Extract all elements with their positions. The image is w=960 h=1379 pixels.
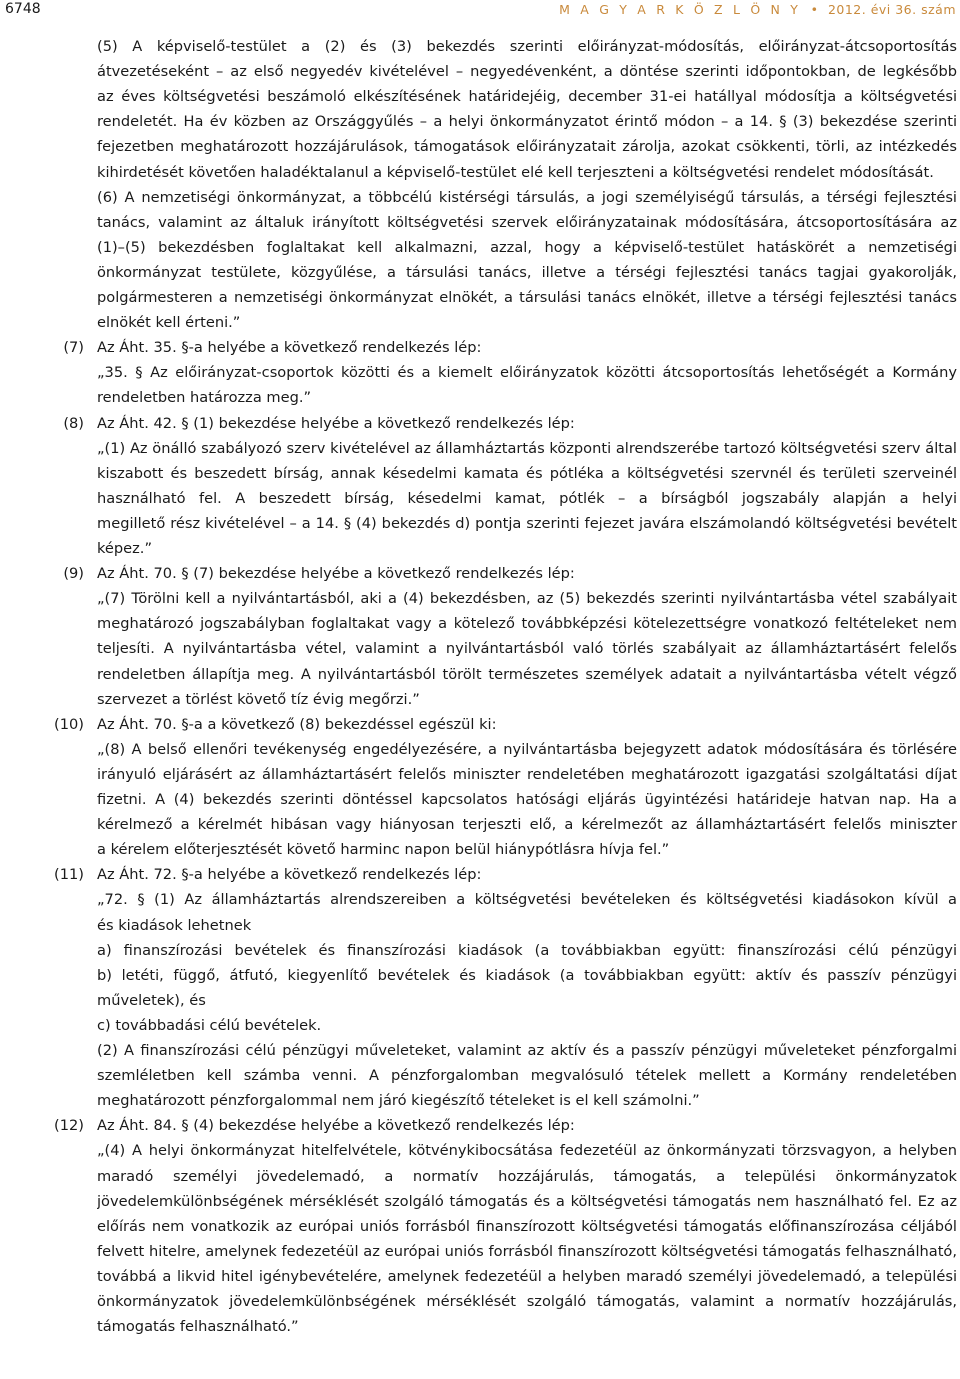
text-line: meghatározó jogszabályban foglaltakat vagy a kötelező továbbképzési kötelezettségre vonatkozó feltételeket nem bbox=[97, 615, 957, 633]
text-line: használható fel. A beszedett bírság, késedelmi kamat, pótlék – a bírságból jogszabály alapján a helyi bbox=[97, 489, 957, 507]
text-line: az éves költségvetési beszámoló elkészítésének határidejéig, december 31-ei hatállyal módosítja a költségvetési bbox=[97, 88, 957, 106]
text-line: elnökét kell érteni.” bbox=[97, 314, 241, 332]
text-line: a kérelem előterjesztését követő harminc napon belül hiánypótlásra hívja fel.” bbox=[97, 841, 670, 859]
text-line: polgármesteren a nemzetiségi önkormányzat elnökét, a társulási tanács elnökét, illetve a térségi fejlesztési tanács bbox=[97, 289, 957, 306]
item-number: (8) bbox=[63, 414, 84, 432]
item-number: (10) bbox=[54, 715, 84, 733]
text-line: irányuló eljárásért az államháztartásért felelős miniszter rendeletében meghatározott igazgatási szolgáltatási díjat bbox=[97, 765, 957, 783]
item-number: (12) bbox=[54, 1117, 84, 1135]
page-header bbox=[0, 0, 960, 22]
text-line: átvezetéseként – az első negyedév kivételével – negyedévenként, a döntése szerinti időpontokban, de legkésőbb bbox=[97, 63, 957, 81]
text-line: kérelmező a kérelmét hibásan vagy hiányosan terjeszti elő, a kérelmezőt az államháztartásért felelős miniszter bbox=[97, 816, 957, 834]
text-line: Az Áht. 35. §-a helyébe a következő rendelkezés lép: bbox=[97, 339, 482, 357]
text-line: Az Áht. 42. § (1) bekezdése helyébe a következő rendelkezés lép: bbox=[97, 414, 575, 432]
text-line: (2) A finanszírozási célú pénzügyi műveleteket, valamint az aktív és a passzív pénzügyi műveleteket pénzforgalmi bbox=[97, 1042, 957, 1059]
text-line: kiszabott és beszedett bírság, annak késedelmi kamata és pótléka a költségvetési szervnél és területi szerveinél bbox=[97, 464, 957, 482]
journal-name: M A G Y A R K Ö Z L Ö N Y bbox=[559, 2, 802, 17]
text-line: Az Áht. 70. §-a a következő (8) bekezdéssel egészül ki: bbox=[97, 715, 497, 733]
text-line: Az Áht. 84. § (4) bekezdése helyébe a következő rendelkezés lép: bbox=[97, 1117, 575, 1135]
text-line: fejezetben meghatározott hozzájárulások, támogatások előirányzatait zárolja, azokat csökkenti, törli, az intézkedés bbox=[97, 138, 957, 156]
text-line: tanács, valamint az általuk irányított költségvetési szervek előirányzatainak módosítására, átcsoportosítására az bbox=[97, 213, 957, 231]
text-line: „(4) A helyi önkormányzat hitelfelvétele, kötvénykibocsátása fedezetéül az önkormányzati törzsvagyon, a helyben bbox=[97, 1142, 957, 1160]
text-line: kihirdetését követően haladéktalanul a képviselő-testület elé kell terjeszteni a költségvetési rendelet módosítását. bbox=[97, 163, 934, 181]
text-line: jövedelemkülönbségének mérséklését szolgáló támogatás és a költségvetési támogatás nem használható fel. Ez az bbox=[97, 1192, 957, 1210]
text-line: rendeletben állapítja meg. A nyilvántartásból törölt természetes személyek adatait a nyilvántartásba vételt végző bbox=[97, 665, 957, 683]
text-line: rendeletben határozza meg.” bbox=[97, 389, 312, 407]
item-number: (7) bbox=[63, 339, 84, 357]
text-line: előírás nem vonatkozik az európai uniós forrásból finanszírozott költségvetési támogatás előfinanszírozása céljából bbox=[97, 1217, 957, 1235]
item-number: (9) bbox=[63, 565, 84, 583]
text-line: felvett hitelre, amelynek fedezetéül az európai uniós forrásból finanszírozott költségvetési támogatás felhasználható, bbox=[97, 1242, 957, 1260]
text-line: „35. § Az előirányzat-csoportok közötti és a kiemelt előirányzatok közötti átcsoportosítás lehetőségét a Kormány bbox=[97, 364, 957, 382]
text-line: b) letéti, függő, átfutó, kiegyenlítő bevételek és kiadások (a továbbiakban együtt: aktív és passzív pénzügyi bbox=[97, 966, 957, 984]
text-line: képez.” bbox=[97, 540, 153, 557]
text-line: támogatás felhasználható.” bbox=[97, 1318, 299, 1336]
text-line: Az Áht. 72. §-a helyébe a következő rendelkezés lép: bbox=[97, 866, 482, 884]
text-line: „(1) Az önálló szabályozó szerv kivételével az államháztartás központi alrendszerébe tartozó költségvetési szerv által bbox=[97, 439, 957, 457]
text-line: (1)–(5) bekezdésben foglaltakat kell alkalmazni, azzal, hogy a képviselő-testület hatáskörét a nemzetiségi bbox=[97, 238, 957, 256]
text-line: fizetni. A (4) bekezdés szerinti döntéssel kapcsolatos hatósági eljárás ügyintézési határideje hatvan nap. Ha a bbox=[97, 791, 957, 808]
text-line: Az Áht. 70. § (7) bekezdése helyébe a következő rendelkezés lép: bbox=[97, 565, 575, 583]
text-line: megillető rész kivételével – a 14. § (4) bekezdés d) pontja szerinti fejezet javára elszámolandó költségvetési bevételt bbox=[97, 514, 957, 532]
text-line: (5) A képviselő-testület a (2) és (3) bekezdés szerinti előirányzat-módosítás, előirányzat-átcsoportosítás bbox=[97, 38, 957, 55]
issue-label: 2012. évi 36. szám bbox=[827, 2, 956, 17]
text-line: szervezet a törlést követő tíz évig megőrzi.” bbox=[97, 690, 420, 708]
text-line: meghatározott pénzforgalommal nem járó kiegészítő tételeket is el kell számolni.” bbox=[97, 1092, 700, 1110]
text-line: c) továbbadási célú bevételek. bbox=[97, 1016, 322, 1034]
text-line: rendeletét. Ha év közben az Országgyűlés – a helyi önkormányzatot érintő módon – a 14. § (3) bekezdése szerinti bbox=[97, 113, 957, 131]
journal-title bbox=[559, 2, 956, 17]
item-number: (11) bbox=[54, 866, 84, 884]
text-line: önkormányzatok jövedelemkülönbségének mérséklését szolgáló támogatás, valamint a normatív hozzájárulás, bbox=[97, 1293, 957, 1310]
text-line: maradó személyi jövedelemadó, a normatív hozzájárulás, támogatás, a települési önkormányzatok bbox=[97, 1167, 957, 1185]
separator-dot: • bbox=[810, 2, 819, 17]
page-number: 6748 bbox=[5, 1, 41, 17]
text-line: „72. § (1) Az államháztartás alrendszereiben a költségvetési bevételeken és költségvetési kiadásokon kívül a bbox=[97, 891, 957, 909]
text-line: „(7) Törölni kell a nyilvántartásból, aki a (4) bekezdésben, az (5) bekezdés szerinti nyilvántartásba vétel szabályait bbox=[97, 590, 957, 608]
text-line: szemléletben kell számba venni. A pénzforgalomban megvalósuló tételek mellett a Kormány rendeletében bbox=[97, 1067, 957, 1085]
text-line: önkormányzat testülete, közgyűlése, a társulási tanács, illetve a térségi fejlesztési tanács tagjai gyakorolják, bbox=[97, 263, 957, 281]
text-line: és kiadások lehetnek bbox=[97, 916, 252, 934]
text-line: műveletek), és bbox=[97, 991, 206, 1009]
text-line: továbbá a likvid hitel igénybevételére, amelynek fedezetéül a helyben maradó személyi jövedelemadó, a települési bbox=[97, 1267, 957, 1285]
text-line: teljesíti. A nyilvántartásba vétel, valamint a nyilvántartásból való törlés szabályait az államháztartásért felelős bbox=[97, 640, 957, 658]
text-line: (6) A nemzetiségi önkormányzat, a többcélú kistérségi társulás, a jogi személyiségű társulás, a térségi fejlesztési bbox=[97, 188, 957, 206]
text-line: a) finanszírozási bevételek és finanszírozási kiadások (a továbbiakban együtt: finanszírozási célú pénzügyi bbox=[97, 941, 957, 959]
text-line: „(8) A belső ellenőri tevékenység engedélyezésére, a nyilvántartásba bejegyzett adatok módosítására és törlésére bbox=[97, 740, 957, 758]
